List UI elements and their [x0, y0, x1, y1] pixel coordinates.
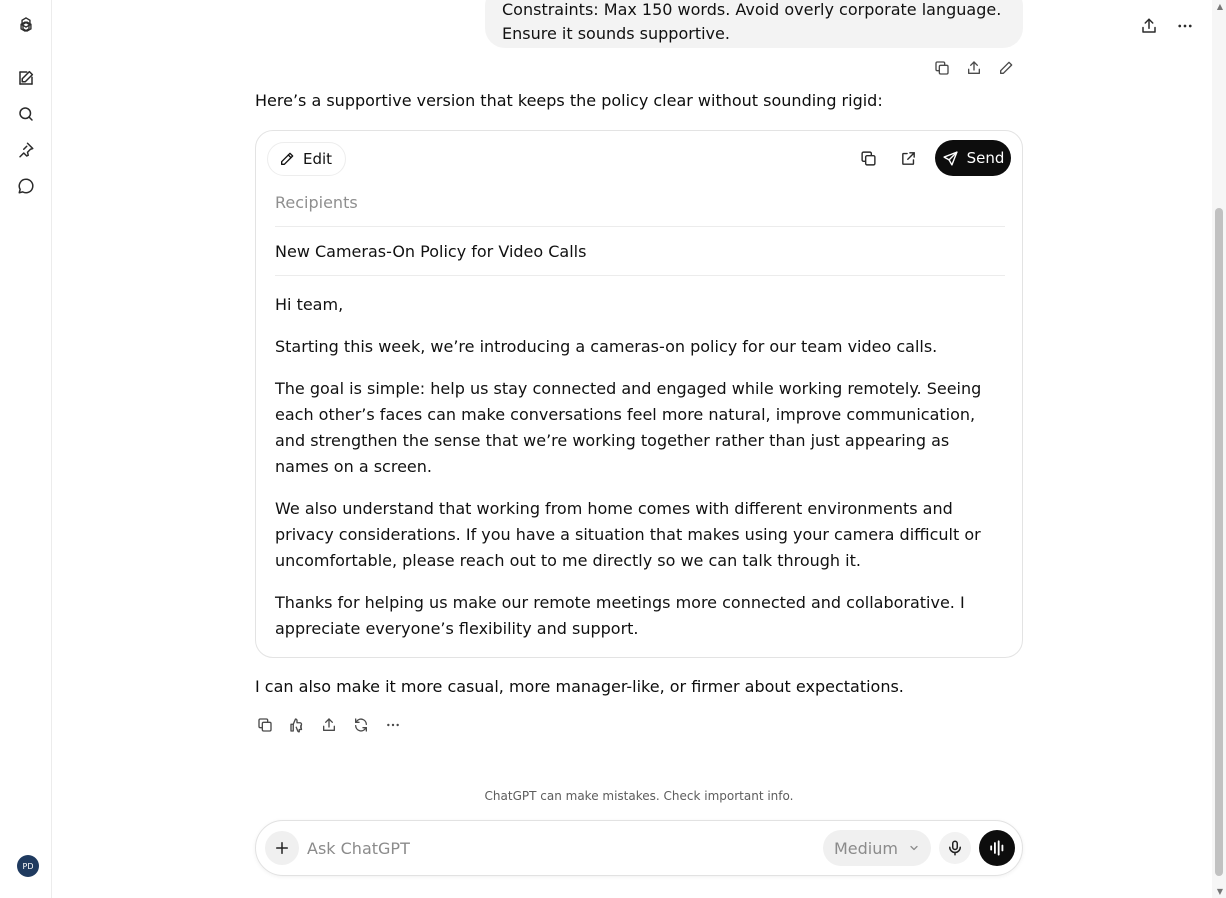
send-icon [942, 150, 959, 167]
scroll-up-arrow-icon[interactable]: ▲ [1216, 2, 1223, 11]
regenerate-icon[interactable] [349, 713, 373, 737]
email-paragraph: Hi team, [275, 295, 344, 314]
chat-bubble-icon[interactable] [14, 174, 38, 198]
scrollbar[interactable] [1212, 0, 1226, 898]
new-chat-icon[interactable] [14, 66, 38, 90]
email-body [275, 292, 1005, 658]
chevron-down-icon [908, 842, 920, 854]
assistant-followup-text: I can also make it more casual, more manager-like, or firmer about expectations. [255, 677, 904, 696]
edit-button-label: Edit [303, 150, 333, 168]
user-message-line: Ensure it sounds supportive. [502, 24, 730, 43]
voice-waveform-icon [987, 838, 1007, 858]
feedback-icon[interactable] [285, 713, 309, 737]
more-icon[interactable] [381, 713, 405, 737]
openai-logo-icon[interactable] [14, 14, 38, 38]
scroll-down-arrow-icon[interactable]: ▼ [1216, 887, 1223, 896]
plus-icon [273, 839, 291, 857]
search-icon[interactable] [14, 102, 38, 126]
email-draft-card [255, 130, 1023, 658]
user-message-actions [930, 56, 1018, 80]
edit-icon[interactable] [994, 56, 1018, 80]
email-subject: New Cameras-On Policy for Video Calls [275, 238, 1005, 276]
composer [255, 820, 1023, 876]
attach-button[interactable] [265, 831, 299, 865]
microphone-button[interactable] [939, 832, 971, 864]
user-message-line: Constraints: Max 150 words. Avoid overly corporate language. [502, 0, 1002, 19]
share-icon[interactable] [1137, 14, 1161, 38]
model-selector[interactable] [823, 830, 931, 866]
email-paragraph: Starting this week, we’re introducing a cameras-on policy for our team video calls. [275, 337, 938, 356]
email-paragraph: Thanks for helping us make our remote meetings more connected and collaborative. I appreciate everyone’s flexibility and support. [275, 593, 965, 638]
copy-icon[interactable] [253, 713, 277, 737]
disclaimer-text: ChatGPT can make mistakes. Check important info. [484, 789, 794, 803]
recipients-field[interactable]: Recipients [275, 189, 1005, 227]
model-selector-label: Medium [834, 838, 898, 858]
copy-icon[interactable] [856, 146, 880, 170]
email-paragraph: We also understand that working from home comes with different environments and privacy considerations. If you have a situation that makes using your camera difficult or uncomfortable, please reach out to me directly so we can talk through it. [275, 499, 981, 570]
scrollbar-thumb[interactable] [1215, 208, 1223, 876]
avatar[interactable]: PD [17, 855, 39, 877]
copy-icon[interactable] [930, 56, 954, 80]
email-paragraph: The goal is simple: help us stay connected and engaged while working remotely. Seeing each other’s faces can make conversations feel more natural, improve communication, and strengthen the sense that we’re working together rather than just appearing as names on a screen. [275, 379, 982, 476]
share-icon[interactable] [317, 713, 341, 737]
send-button[interactable] [935, 140, 1011, 176]
pencil-icon [279, 151, 295, 167]
assistant-intro-text: Here’s a supportive version that keeps the policy clear without sounding rigid: [255, 91, 883, 110]
prompt-input[interactable] [307, 835, 807, 861]
assistant-message-actions [253, 713, 405, 737]
pin-icon[interactable] [14, 138, 38, 162]
sidebar-rail [0, 0, 52, 898]
edit-button[interactable] [267, 142, 346, 176]
share-icon[interactable] [962, 56, 986, 80]
voice-mode-button[interactable] [979, 830, 1015, 866]
send-button-label: Send [966, 149, 1005, 167]
more-options-icon[interactable] [1173, 14, 1197, 38]
open-external-icon[interactable] [896, 146, 920, 170]
microphone-icon [946, 839, 964, 857]
user-message-bubble [485, 0, 1023, 48]
